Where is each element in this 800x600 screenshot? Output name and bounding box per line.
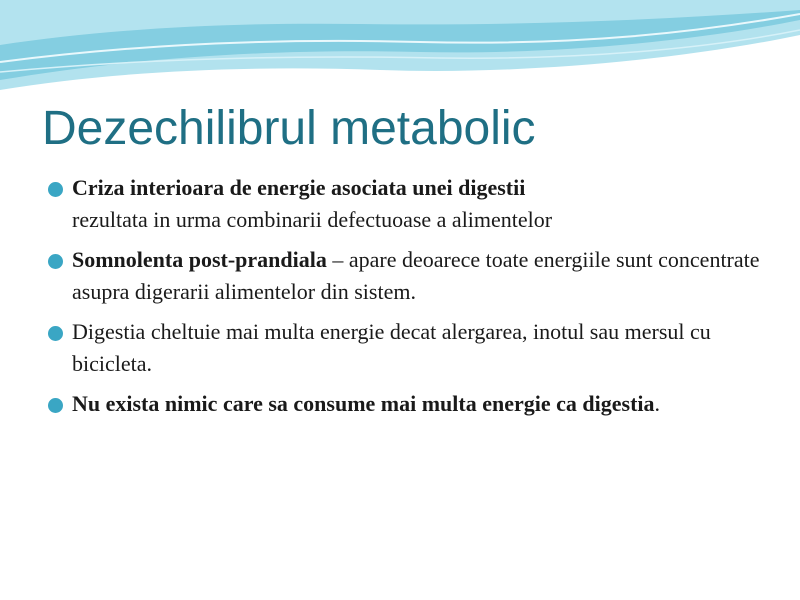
- bullet-item-3: [48, 316, 768, 380]
- wave-header-decoration: [0, 0, 800, 95]
- bullet-dot-icon: [48, 254, 63, 269]
- slide-title: Dezechilibrul metabolic: [42, 102, 536, 155]
- bullet-item-1: [48, 172, 768, 236]
- bullet-item-2: [48, 244, 768, 308]
- bullet-body-text: .: [654, 391, 661, 416]
- bullet-body-text: rezultata in urma combinarii defectuoase a alimentelor: [72, 207, 553, 232]
- bullet-lead-text: Somnolenta post-prandiala: [72, 247, 327, 272]
- bullet-dot-icon: [48, 326, 63, 341]
- bullet-item-4: [48, 388, 768, 420]
- bullet-dot-icon: [48, 182, 63, 197]
- bullet-body-text: – apare deoarece toate energiile sunt concentrate asupra digerarii alimentelor din sistem.: [72, 247, 760, 304]
- bullet-body-text: Digestia cheltuie mai multa energie decat alergarea, inotul sau mersul cu bicicleta.: [72, 319, 711, 376]
- bullet-dot-icon: [48, 398, 63, 413]
- bullet-list: [48, 172, 768, 428]
- bullet-lead-text: Nu exista nimic care sa consume mai multa energie ca digestia: [72, 391, 655, 416]
- bullet-lead-text: Criza interioara de energie asociata unei digestii: [72, 175, 526, 200]
